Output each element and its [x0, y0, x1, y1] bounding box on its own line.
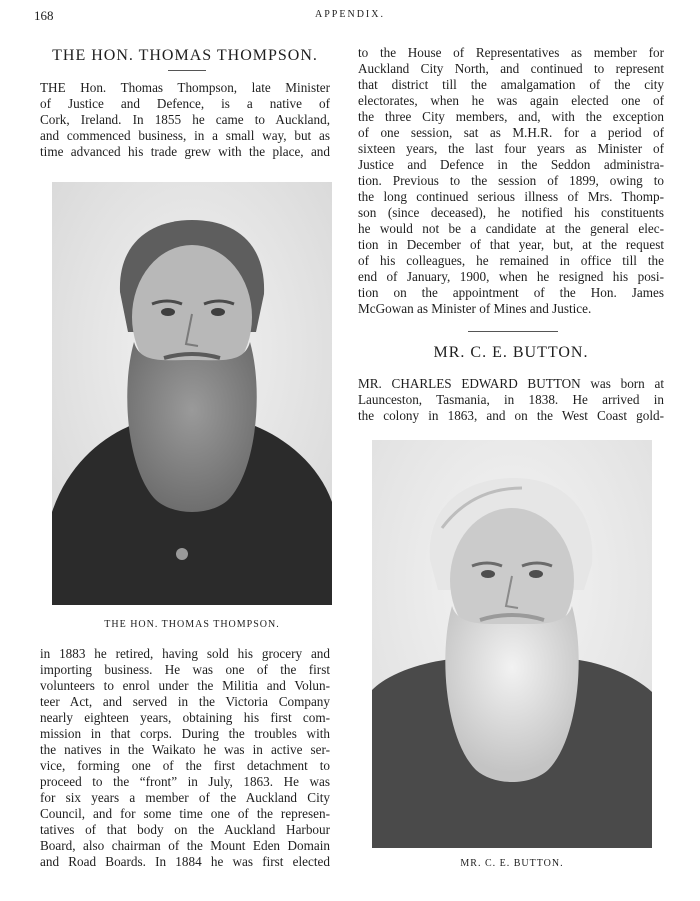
text-line: teer Act, and served in the Victoria Company: [40, 694, 330, 709]
text-line: tion in December of that year, but, at the request: [358, 237, 664, 252]
text-line: and commenced business, in a small way, but as: [40, 128, 330, 143]
text-line: to the House of Representatives as member for: [358, 45, 664, 60]
thompson-right-continued: [358, 45, 664, 317]
text-line: electorates, when he was again elected one of: [358, 93, 664, 108]
text-line: he would not be a candidate at the general elec-: [358, 221, 664, 236]
text-line: proceed to the “front” in July, 1863. He was: [40, 774, 330, 789]
button-heading: MR. C. E. BUTTON.: [433, 344, 589, 361]
text-line: nearly eighteen years, obtaining his first com-: [40, 710, 330, 725]
text-line: of Justice and Defence, is a native of: [40, 96, 330, 111]
text-line: the long continued serious illness of Mrs. Thomp-: [358, 189, 664, 204]
text-line: end of January, 1900, when he resigned his posi-: [358, 269, 664, 284]
button-portrait: [372, 440, 652, 848]
text-line: Board, also chairman of the Mount Eden Domain: [40, 838, 330, 853]
text-line: the three City members, and, with the exception: [358, 109, 664, 124]
thompson-heading-rule: [168, 70, 206, 71]
running-title: APPENDIX.: [315, 9, 385, 20]
text-line: the natives in the Waikato he was in active ser-: [40, 742, 330, 757]
thompson-continued: [40, 646, 330, 870]
text-line: Justice and Defence in the Seddon administra-: [358, 157, 664, 172]
text-line: of his colleagues, he remained in office till the: [358, 253, 664, 268]
text-line: Launceston, Tasmania, in 1838. He arrived in: [358, 392, 664, 407]
thompson-intro: [40, 80, 330, 160]
thompson-portrait: [52, 182, 332, 605]
text-line: Cork, Ireland. In 1855 he came to Auckland,: [40, 112, 330, 127]
text-line: mission in that corps. During the troubles with: [40, 726, 330, 741]
text-line: the colony in 1863, and on the West Coast gold-: [358, 408, 664, 423]
text-line: tion on the appointment of the Hon. James: [358, 285, 664, 300]
text-line: vice, forming one of the first detachment to: [40, 758, 330, 773]
text-line: tion. Previous to the session of 1899, owing to: [358, 173, 664, 188]
thompson-caption: THE HON. THOMAS THOMPSON.: [104, 619, 280, 630]
text-line: Council, and for some time one of the represen-: [40, 806, 330, 821]
section-divider: [468, 331, 558, 332]
text-line: that district till the amalgamation of the city: [358, 77, 664, 92]
text-line: MR. CHARLES EDWARD BUTTON was born at: [358, 376, 664, 391]
thompson-heading: THE HON. THOMAS THOMPSON.: [52, 47, 318, 64]
text-line: sixteen years, the last four years as Minister of: [358, 141, 664, 156]
text-line: McGowan as Minister of Mines and Justice.: [358, 301, 592, 316]
text-line: importing business. He was one of the first: [40, 662, 330, 677]
page-number: 168: [34, 8, 54, 23]
text-line: time advanced his trade grew with the place, and: [40, 144, 330, 159]
text-line: son (since deceased), he notified his constituents: [358, 205, 664, 220]
text-line: and Road Boards. In 1884 he was first elected: [40, 854, 330, 869]
text-line: volunteers to enrol under the Militia and Volun-: [40, 678, 330, 693]
text-line: Auckland City North, and continued to represent: [358, 61, 664, 76]
text-line: in 1883 he retired, having sold his grocery and: [40, 646, 330, 661]
text-line: of one session, sat as M.H.R. for a period of: [358, 125, 664, 140]
button-intro: [358, 376, 664, 424]
text-line: THE Hon. Thomas Thompson, late Minister: [40, 80, 330, 95]
text-line: tatives of that body on the Auckland Harbour: [40, 822, 330, 837]
text-line: for six years a member of the Auckland City: [40, 790, 330, 805]
button-caption: MR. C. E. BUTTON.: [460, 858, 564, 869]
